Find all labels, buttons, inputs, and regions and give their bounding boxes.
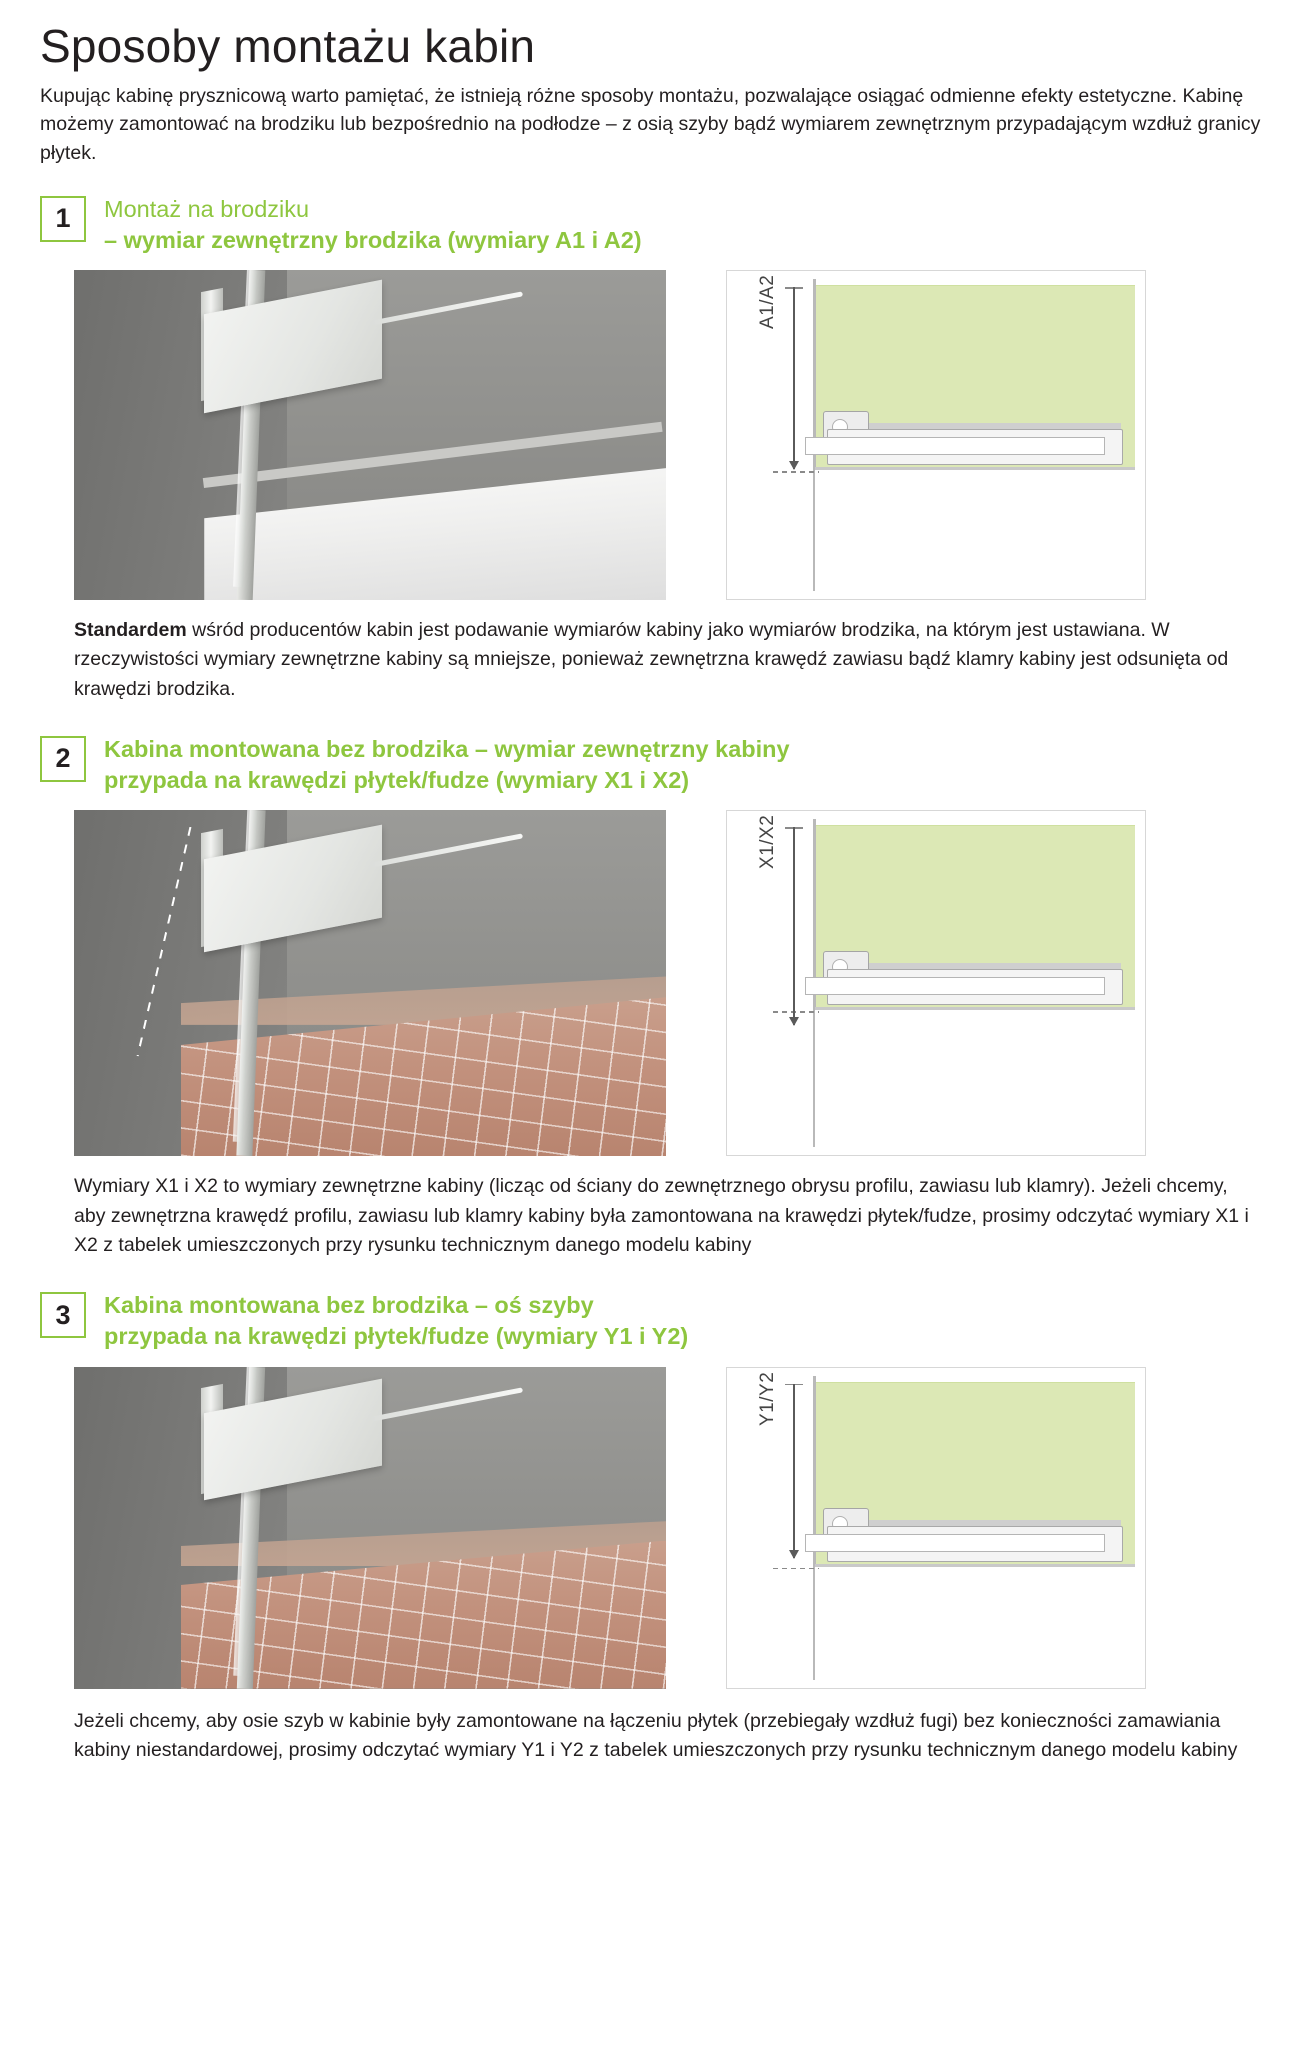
section-2-heading-text [104, 734, 790, 797]
section-2-heading-line2: przypada na krawędzi płytek/fudze (wymiary X1 i X2) [104, 767, 690, 794]
diagram-dimension-tick-bottom [773, 1568, 819, 1569]
section-1-heading-text [104, 194, 642, 257]
section-2-diagram [726, 810, 1146, 1156]
section-3-heading [40, 1290, 1262, 1353]
diagram-dimension-label: A1/A2 [757, 274, 778, 330]
section-1-heading [40, 194, 1262, 257]
section-1-photo [74, 270, 666, 600]
section-3-heading-line2: przypada na krawędzi płytek/fudze (wymiary Y1 i Y2) [104, 1323, 689, 1350]
section-1-body [74, 616, 1262, 704]
diagram-dimension-tick-bottom [773, 1011, 819, 1012]
section-1-body-rest: wśród producentów kabin jest podawanie wymiarów kabiny jako wymiarów brodzika, na którym jest ustawiana. W rzeczywistości wymiary zewnętrzne kabiny są mniejsze, ponieważ zewnętrzna krawędź zawiasu bądź klamry kabiny jest odsunięta od krawędzi brodzika. [74, 619, 1229, 700]
section-3-heading-text [104, 1290, 688, 1353]
section-3-diagram [726, 1367, 1146, 1689]
diagram-profile-inner [805, 1534, 1105, 1552]
section-1-diagram [726, 270, 1146, 600]
section-1-body-strong: Standardem [74, 619, 187, 642]
diagram-floor [815, 470, 1135, 591]
diagram-glass-line [867, 1520, 1121, 1526]
section-3-body: Jeżeli chcemy, aby osie szyb w kabinie były zamontowane na łączeniu płytek (przebiegały wzdłuż fugi) bez konieczności zamawiania kabiny niestandardowej, prosimy odczytać wymiary Y1 i Y2 z tabelek umieszczonych przy rysunku technicznym danego modelu kabiny [74, 1709, 1238, 1761]
section-3-heading-line1: Kabina montowana bez brodzika – oś szyby [104, 1292, 594, 1319]
section-1-heading-line2: – wymiar zewnętrzny brodzika (wymiary A1 i A2) [104, 226, 642, 253]
section-1-figures [74, 270, 1262, 600]
section-3-photo [74, 1367, 666, 1689]
diagram-floor [815, 1567, 1135, 1680]
diagram-dimension-arrow [793, 827, 795, 1025]
section-2-heading-line1: Kabina montowana bez brodzika – wymiar zewnętrzny kabiny [104, 735, 790, 762]
diagram-dimension-arrow [793, 1384, 795, 1558]
section-2-heading [40, 734, 1262, 797]
intro-paragraph: Kupując kabinę prysznicową warto pamiętać, że istnieją różne sposoby montażu, pozwalające osiągać odmienne efekty estetyczne. Kabinę możemy zamontować na brodziku lub bezpośrednio na podłodze – z osią szyby bądź wymiarem zewnętrznym przypadającym wzdłuż granicy płytek. [40, 84, 1261, 164]
section-3-figures [74, 1367, 1262, 1689]
diagram-dimension-label: Y1/Y2 [757, 1371, 778, 1426]
diagram-dimension-label: X1/X2 [757, 815, 778, 870]
diagram-dimension-tick-bottom [773, 471, 819, 472]
section-2-number: 2 [40, 736, 86, 782]
page-title: Sposoby montażu kabin [40, 20, 536, 72]
diagram-profile-inner [805, 977, 1105, 995]
section-1-heading-line1: Montaż na brodziku [104, 195, 310, 222]
section-2-photo [74, 810, 666, 1156]
diagram-profile-inner [805, 437, 1105, 455]
diagram-floor [815, 1010, 1135, 1147]
diagram-dimension-arrow [793, 287, 795, 469]
section-2-body: Wymiary X1 i X2 to wymiary zewnętrzne kabiny (licząc od ściany do zewnętrznego obrysu profilu, zawiasu lub klamry). Jeżeli chcemy, aby zewnętrzna krawędź profilu, zawiasu lub klamry kabiny była zamontowana na krawędzi płytek/fudze, prosimy odczytać wymiary X1 i X2 z tabelek umieszczonych przy rysunku technicznym danego modelu kabiny [74, 1175, 1249, 1256]
section-3-number: 3 [40, 1292, 86, 1338]
section-2-figures [74, 810, 1262, 1156]
section-1-number: 1 [40, 196, 86, 242]
